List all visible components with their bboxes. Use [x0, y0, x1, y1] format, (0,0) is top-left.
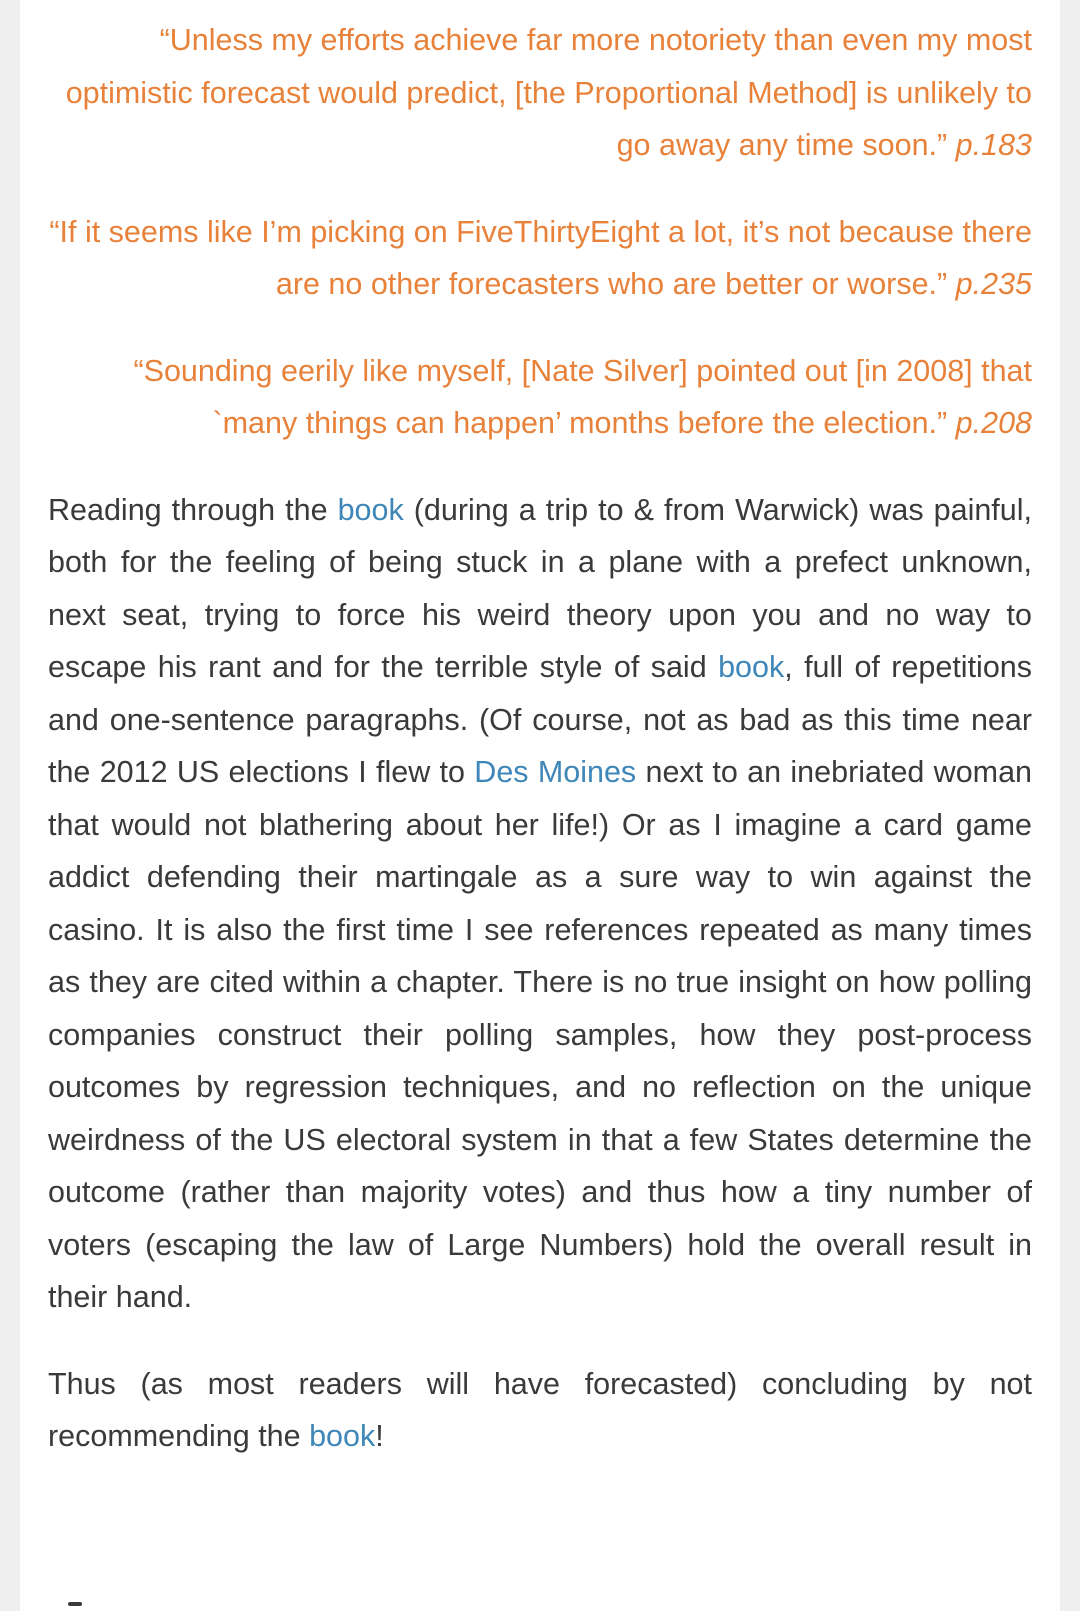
- book-link[interactable]: book: [309, 1419, 376, 1453]
- quote-text: “Sounding eerily like myself, [Nate Silver] pointed out [in 2008] that `many things can happen’ months before the election.”: [133, 353, 1032, 440]
- quote-1: [48, 14, 1032, 172]
- paragraph-text: next to an inebriated woman that would not blathering about her life!) Or as I imagine a card game addict defending their martingale as a sure way to win against the casino. It is also the first time I see references repeated as many times as they are cited within a chapter. There is no true insight on how polling companies construct their polling samples, how they post-process outcomes by regression techniques, and no reflection on the unique weirdness of the US electoral system in that a few States determine the outcome (rather than majority votes) and thus how a tiny number of voters (escaping the law of Large Numbers) hold the overall result in their hand.: [48, 755, 1032, 1314]
- quote-text: “Unless my efforts achieve far more notoriety than even my most optimistic forecast would predict, [the Proportional Method] is unlikely to go away any time soon.”: [65, 23, 1032, 162]
- quote-3: [48, 345, 1032, 450]
- paragraph-text: (during a trip to & from Warwick) was painful, both for the feeling of being stuck in a plane with a prefect unknown, next seat, trying to force his weird theory upon you and no way to escape his rant and for the terrible style of said: [48, 492, 1032, 684]
- paragraph-text: Reading through the: [48, 492, 338, 527]
- book-link[interactable]: book: [718, 650, 785, 684]
- article-page: [20, 0, 1060, 1611]
- paragraph-text: , full of repetitions and one-sentence paragraphs. (Of course, not as bad as this time near the 2012 US elections I flew to: [48, 650, 1033, 789]
- des-moines-link[interactable]: Des Moines: [474, 755, 637, 789]
- paragraph-text: Thus (as most readers will have forecasted) concluding by not recommending the: [48, 1366, 1032, 1453]
- book-link[interactable]: book: [337, 492, 404, 527]
- quote-page-ref: p.183: [955, 128, 1032, 162]
- review-paragraph-2: [48, 1358, 1032, 1463]
- review-paragraph-1: [48, 484, 1032, 1324]
- article-content: [48, 14, 1032, 1497]
- quote-page-ref: p.208: [955, 406, 1032, 440]
- quote-text: “If it seems like I’m picking on FiveThirtyEight a lot, it’s not because there are no other forecasters who are better or worse.”: [49, 214, 1032, 301]
- paragraph-text: !: [375, 1419, 384, 1453]
- quote-page-ref: p.235: [955, 267, 1032, 301]
- cut-off-text-fragment: [68, 1602, 82, 1606]
- quote-2: [48, 206, 1032, 311]
